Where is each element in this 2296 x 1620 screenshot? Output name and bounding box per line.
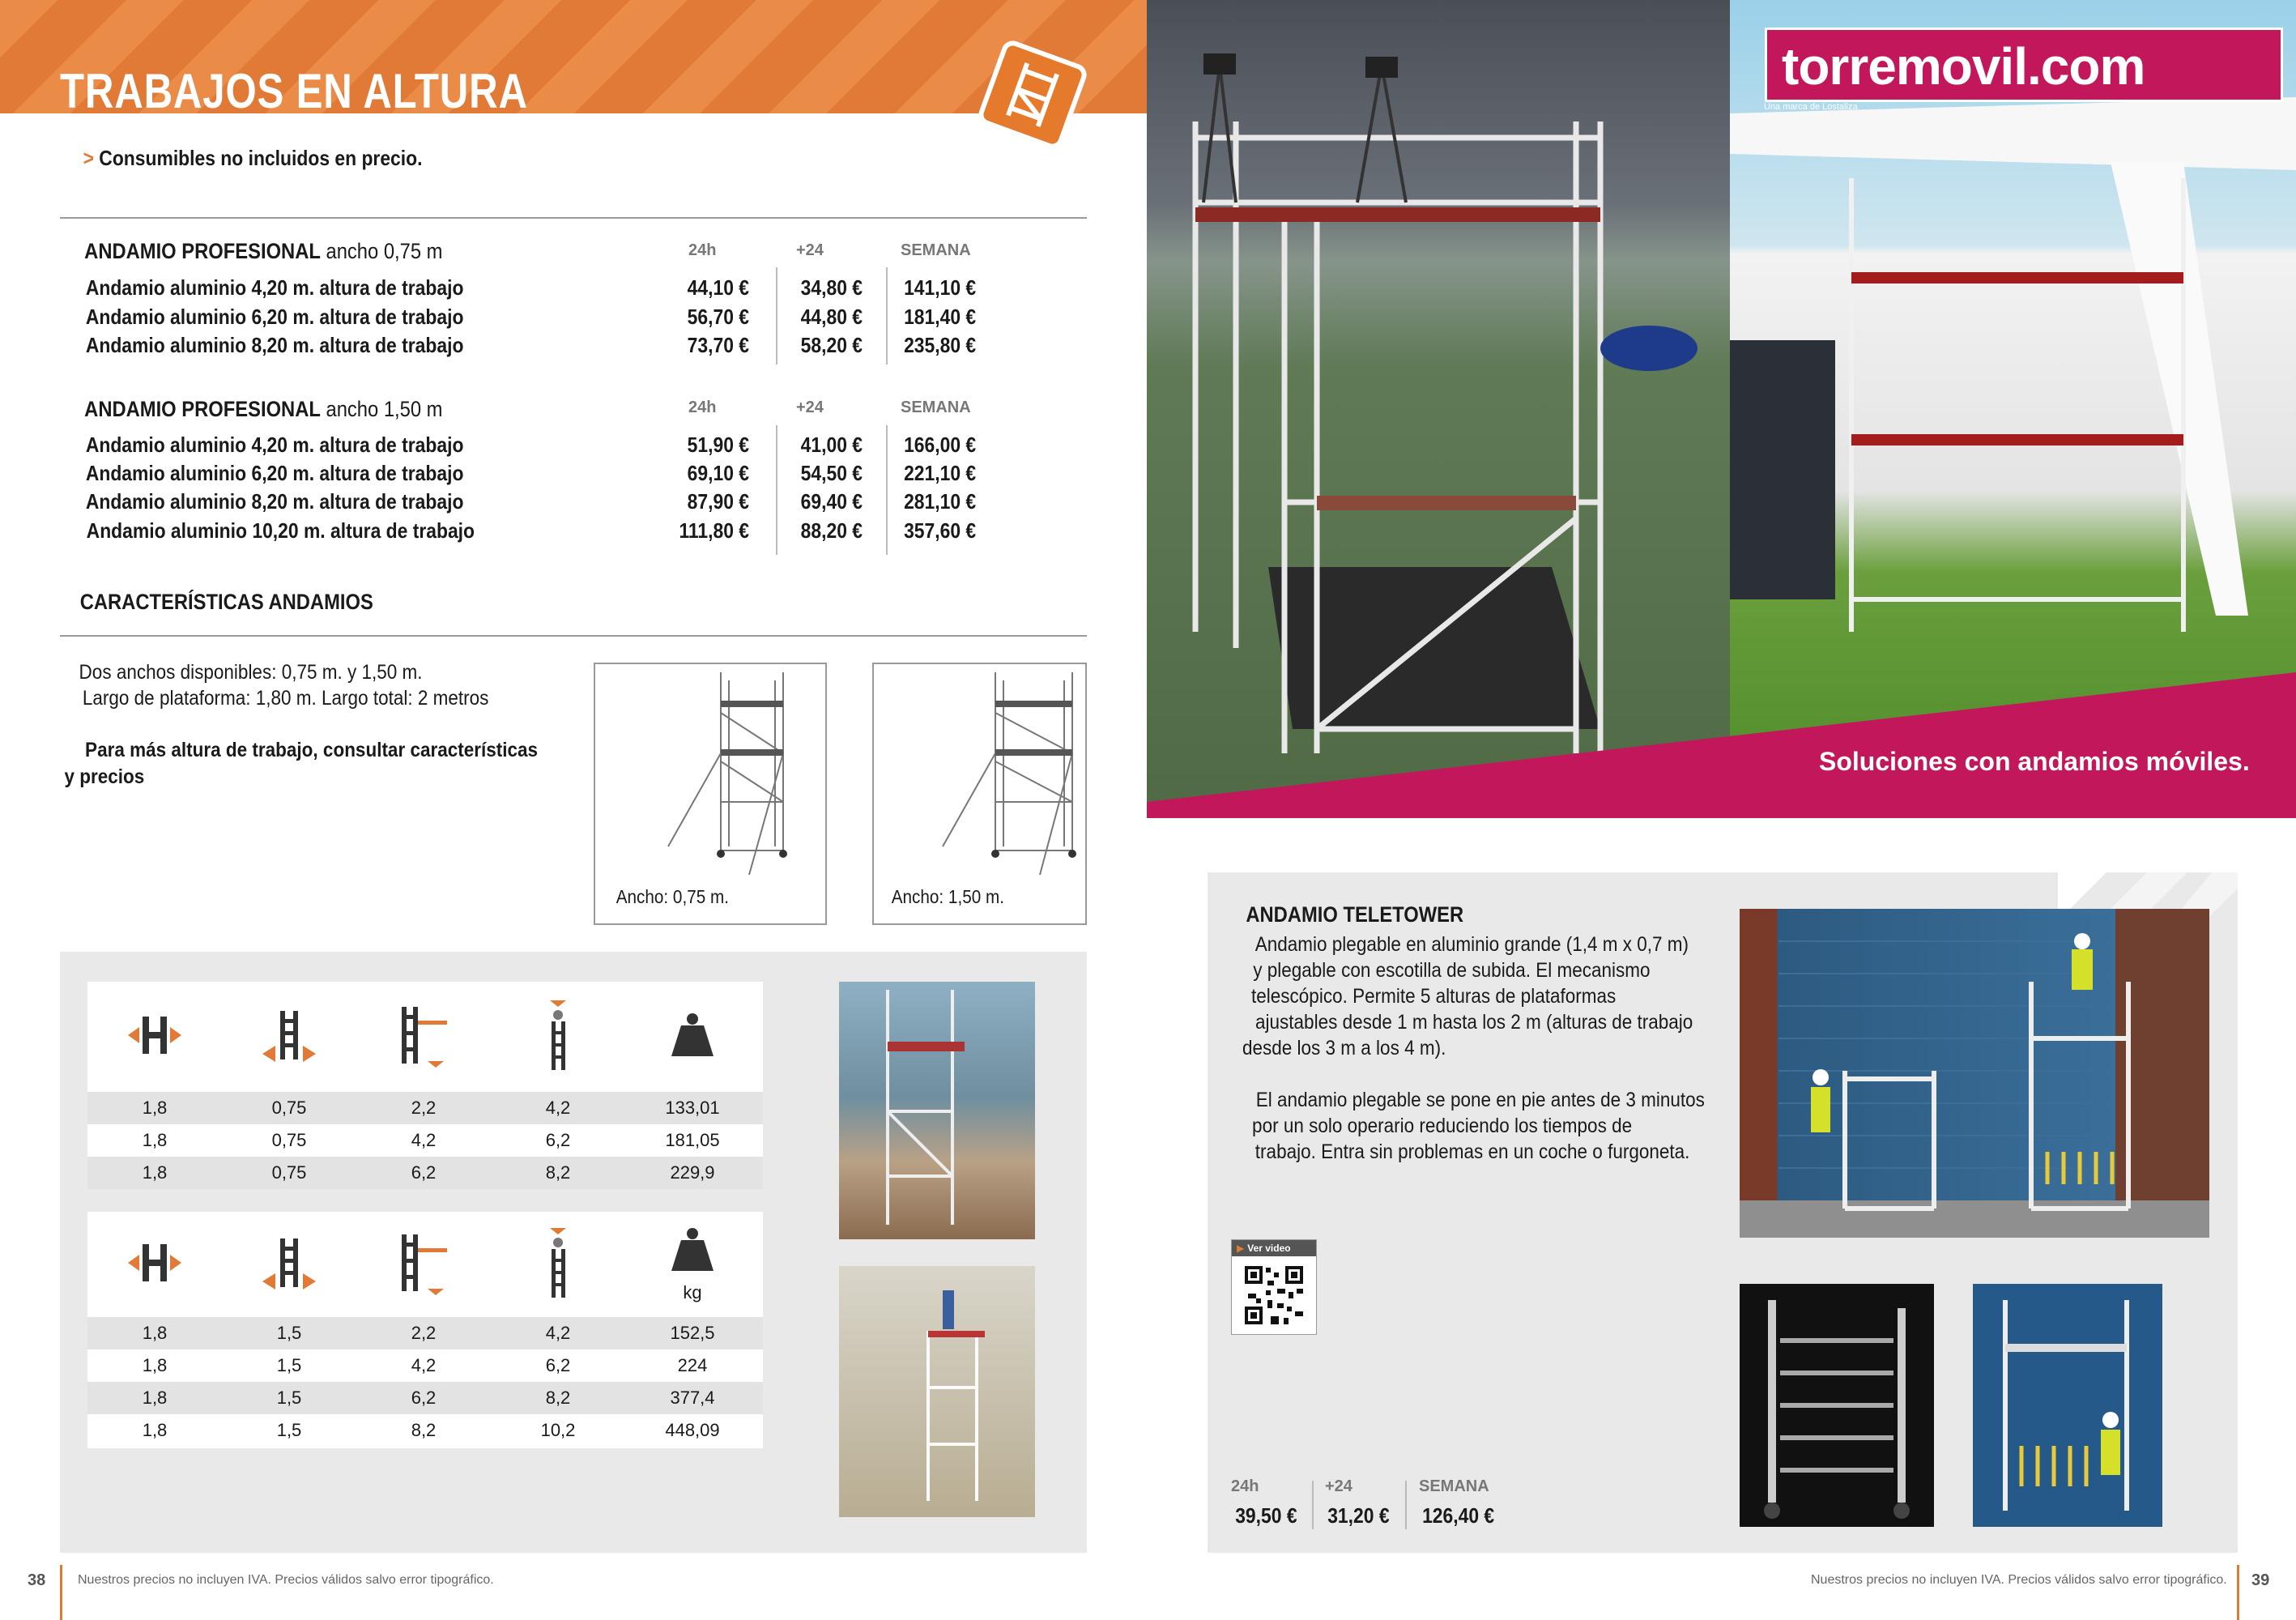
table2-price-24plus: 69,40 € <box>800 489 863 514</box>
price-label-24plus: +24 <box>1325 1477 1352 1495</box>
features-line: Largo de plataforma: 1,80 m. Largo total: 2 metros <box>82 687 489 710</box>
table1-price-24h: 56,70 € <box>687 305 749 329</box>
spec-cell: 448,09 <box>665 1420 720 1440</box>
spec-cell: 8,2 <box>411 1420 437 1440</box>
spec-cell: 8,2 <box>545 1162 571 1183</box>
table-row <box>87 1124 763 1157</box>
features-bold-line: Para más altura de trabajo, consultar características <box>85 739 539 761</box>
table2-title <box>84 397 442 422</box>
spec-cell: 1,8 <box>142 1162 168 1183</box>
banner-slogan: Soluciones con andamios móviles. <box>1819 747 2250 776</box>
col-separator <box>886 267 888 364</box>
spec-cell: 1,5 <box>276 1388 302 1408</box>
table1-price-24h: 44,10 € <box>687 275 749 300</box>
table2-price-week: 357,60 € <box>904 518 977 543</box>
spec-cell: 1,8 <box>142 1323 168 1343</box>
banner-magenta-wedge <box>1147 0 2296 818</box>
spec-cell: 6,2 <box>545 1130 571 1150</box>
spec-cell: 8,2 <box>545 1388 571 1408</box>
play-icon: ▶ <box>1237 1243 1245 1254</box>
length-icon <box>87 1234 222 1295</box>
spec-cell: 0,75 <box>271 1162 307 1183</box>
teletower-desc-line: telescópico. Permite 5 alturas de plataformas <box>1251 985 1617 1008</box>
qr-video-link[interactable] <box>1231 1239 1317 1335</box>
footer-accent-line <box>60 1565 62 1620</box>
teletower-desc-line: El andamio plegable se pone en pie antes de 3 minutos <box>1255 1089 1705 1111</box>
brand-name: torremovil.com <box>1782 37 2145 96</box>
teletower-desc-line: Andamio plegable en aluminio grande (1,4 m x 0,7 m) <box>1254 933 1689 956</box>
width-icon <box>222 1007 356 1068</box>
page-number-left: 38 <box>28 1571 46 1589</box>
table2-price-24plus: 88,20 € <box>800 518 863 543</box>
table1-title-rest: ancho 0,75 m <box>320 239 443 263</box>
platform-height-icon <box>356 1230 491 1299</box>
spec-cell: 0,75 <box>271 1098 307 1118</box>
qr-label-bar <box>1232 1240 1316 1256</box>
features-title: CARACTERÍSTICAS ANDAMIOS <box>79 590 373 614</box>
page-number-right: 39 <box>2251 1571 2270 1589</box>
drawing-caption: Ancho: 0,75 m. <box>616 886 729 907</box>
table1-title-bold: ANDAMIO PROFESIONAL <box>84 239 321 263</box>
spec-cell: 1,8 <box>142 1420 168 1440</box>
features-line: Dos anchos disponibles: 0,75 m. y 1,50 m. <box>79 661 423 684</box>
spec-cell: 1,5 <box>276 1355 302 1375</box>
teletower-desc-line: desde los 3 m a los 4 m). <box>1242 1037 1446 1059</box>
table2-price-24plus: 41,00 € <box>800 433 863 457</box>
weight-icon <box>625 1011 760 1064</box>
table2-price-24h: 111,80 € <box>679 518 749 543</box>
col-24h: 24h <box>688 399 717 416</box>
teletower-desc-line: por un solo operario reduciendo los tiempos de <box>1252 1115 1633 1137</box>
table2-price-24h: 51,90 € <box>687 433 749 457</box>
spec-cell: 1,8 <box>142 1130 168 1150</box>
teletower-photo-garage <box>1740 909 2209 1238</box>
table-row <box>87 1157 763 1189</box>
table2-price-week: 166,00 € <box>904 433 977 457</box>
spec-cell: 1,8 <box>142 1355 168 1375</box>
spec-cell: 6,2 <box>545 1355 571 1375</box>
col-week: SEMANA <box>901 241 971 259</box>
note-marker: > <box>83 146 94 170</box>
col-separator <box>1405 1481 1407 1529</box>
divider <box>60 217 1087 219</box>
teletower-price-24h: 39,50 € <box>1235 1503 1297 1528</box>
spec-cell: 1,5 <box>276 1420 302 1440</box>
teletower-title: ANDAMIO TELETOWER <box>1246 902 1464 927</box>
scaffold-drawing-icon <box>595 664 825 875</box>
scaffold-photo-indoor <box>839 1266 1035 1517</box>
col-24plus: +24 <box>796 399 824 416</box>
col-24h: 24h <box>688 241 717 259</box>
spec-icon-row <box>87 982 763 1092</box>
spec-cell: 152,5 <box>670 1323 715 1343</box>
footer-accent-line <box>2237 1565 2239 1620</box>
spec-cell: 6,2 <box>411 1388 437 1408</box>
banner-image <box>1147 0 2296 818</box>
weight-unit: kg <box>683 1282 702 1302</box>
table1-price-24h: 73,70 € <box>687 333 749 357</box>
spec-cell: 1,5 <box>276 1323 302 1343</box>
table-row <box>87 1382 763 1414</box>
table1-row-label: Andamio aluminio 6,20 m. altura de trabajo <box>85 305 464 329</box>
spec-cell: 6,2 <box>411 1162 437 1183</box>
col-separator <box>1312 1481 1314 1529</box>
table2-row-label: Andamio aluminio 4,20 m. altura de trabajo <box>85 433 464 457</box>
table2-row-label: Andamio aluminio 10,20 m. altura de trabajo <box>86 518 475 543</box>
spec-cell: 4,2 <box>411 1355 437 1375</box>
table2-row-label: Andamio aluminio 6,20 m. altura de trabajo <box>85 461 464 485</box>
spec-table-150 <box>87 1212 763 1448</box>
table2-row-label: Andamio aluminio 8,20 m. altura de trabajo <box>85 489 464 514</box>
spec-cell: 224 <box>677 1355 708 1375</box>
spec-cell: 2,2 <box>411 1323 437 1343</box>
teletower-price-week: 126,40 € <box>1422 1503 1495 1528</box>
spec-cell: 4,2 <box>545 1098 571 1118</box>
spec-cell: 4,2 <box>411 1130 437 1150</box>
qr-label: Ver video <box>1247 1243 1291 1254</box>
table-row <box>87 1349 763 1382</box>
table2-price-24h: 69,10 € <box>687 461 749 485</box>
table-row <box>87 1317 763 1349</box>
platform-height-icon <box>356 1003 491 1072</box>
qr-code-icon <box>1232 1256 1316 1334</box>
price-label-week: SEMANA <box>1419 1477 1489 1495</box>
table2-title-bold: ANDAMIO PROFESIONAL <box>84 397 321 421</box>
table1-row-label: Andamio aluminio 8,20 m. altura de trabajo <box>85 333 464 357</box>
table1-price-24plus: 44,80 € <box>800 305 863 329</box>
table1-price-week: 235,80 € <box>904 333 977 357</box>
teletower-desc-line: y plegable con escotilla de subida. El mecanismo <box>1253 959 1651 982</box>
spec-cell: 0,75 <box>271 1130 307 1150</box>
footer-disclaimer: Nuestros precios no incluyen IVA. Precios válidos salvo error tipográfico. <box>78 1573 494 1587</box>
footer-disclaimer: Nuestros precios no incluyen IVA. Precios válidos salvo error tipográfico. <box>1811 1573 2227 1587</box>
teletower-photo-worker <box>1973 1284 2162 1527</box>
scaffold-drawing-150 <box>872 663 1087 925</box>
spec-cell: 10,2 <box>540 1420 576 1440</box>
spec-cell: 1,8 <box>142 1388 168 1408</box>
weight-icon <box>668 1226 717 1274</box>
col-separator <box>886 425 888 555</box>
table1-price-week: 141,10 € <box>904 275 977 300</box>
length-icon <box>87 1007 222 1068</box>
table2-price-24plus: 54,50 € <box>800 461 863 485</box>
width-icon <box>222 1234 356 1295</box>
working-height-icon <box>491 1226 625 1303</box>
scaffold-drawing-icon <box>874 664 1085 875</box>
spec-cell: 377,4 <box>670 1388 715 1408</box>
scaffold-photo-building <box>839 982 1035 1239</box>
spec-table-075 <box>87 982 763 1184</box>
note-text: Consumibles no incluidos en precio. <box>99 146 423 170</box>
divider <box>60 635 1087 637</box>
table2-title-rest: ancho 1,50 m <box>320 397 443 421</box>
table-row <box>87 1092 763 1124</box>
working-height-icon <box>491 999 625 1076</box>
page-title: TRABAJOS EN ALTURA <box>60 64 528 118</box>
spec-cell: 4,2 <box>545 1323 571 1343</box>
spec-cell: 229,9 <box>670 1162 715 1183</box>
spec-cell: 1,8 <box>142 1098 168 1118</box>
teletower-desc-line: ajustables desde 1 m hasta los 2 m (alturas de trabajo <box>1255 1011 1693 1034</box>
table2-price-week: 221,10 € <box>904 461 977 485</box>
table1-row-label: Andamio aluminio 4,20 m. altura de trabajo <box>85 275 464 300</box>
spec-cell: 133,01 <box>665 1098 720 1118</box>
scaffold-drawing-075 <box>594 663 827 925</box>
table-row <box>87 1414 763 1447</box>
table2-price-week: 281,10 € <box>904 489 977 514</box>
drawing-caption: Ancho: 1,50 m. <box>891 886 1004 907</box>
spec-cell: 2,2 <box>411 1098 437 1118</box>
price-label-24h: 24h <box>1231 1477 1259 1495</box>
table2-price-24h: 87,90 € <box>687 489 749 514</box>
teletower-photo-folded <box>1740 1284 1934 1527</box>
table1-title <box>84 239 442 264</box>
table1-price-24plus: 58,20 € <box>800 333 863 357</box>
torremovil-logo <box>1765 28 2283 102</box>
table1-price-24plus: 34,80 € <box>800 275 863 300</box>
col-week: SEMANA <box>901 399 971 416</box>
table1-price-week: 181,40 € <box>904 305 977 329</box>
features-bold-line: y precios <box>64 765 145 788</box>
teletower-desc-line: trabajo. Entra sin problemas en un coche o furgoneta. <box>1254 1140 1690 1163</box>
col-24plus: +24 <box>796 241 824 259</box>
teletower-price-24plus: 31,20 € <box>1327 1503 1390 1528</box>
brand-sub: Una marca de Lostaliza <box>1764 102 1858 112</box>
weight-column-header <box>625 1226 760 1303</box>
spec-icon-row <box>87 1212 763 1317</box>
consumables-note <box>83 146 423 171</box>
spec-cell: 181,05 <box>665 1130 720 1150</box>
